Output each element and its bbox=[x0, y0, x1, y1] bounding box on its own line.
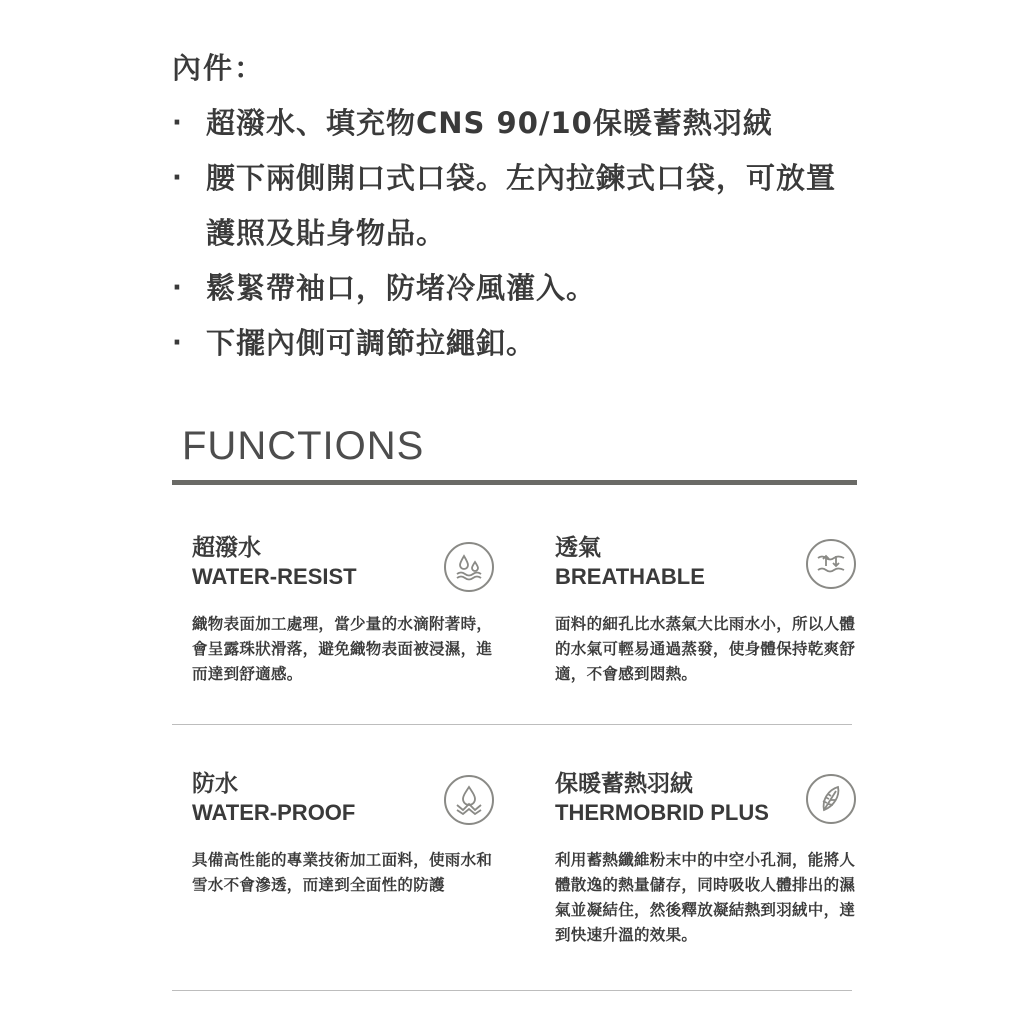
feature-title-zh: 超潑水 bbox=[192, 535, 261, 561]
bullet-dot: · bbox=[172, 328, 183, 358]
feature-title-zh: 防水 bbox=[192, 771, 238, 797]
section-divider bbox=[172, 724, 852, 725]
feature-title-zh: 保暖蓄熱羽絨 bbox=[555, 771, 693, 797]
section-divider bbox=[172, 990, 852, 991]
bullet-text: 腰下兩側開口式口袋。左內拉鍊式口袋，可放置護照及貼身物品。 bbox=[206, 161, 837, 250]
feature-title-en: BREATHABLE bbox=[555, 564, 705, 589]
feature-title-en: WATER-RESIST bbox=[192, 564, 357, 589]
functions-title: FUNCTIONS bbox=[182, 424, 425, 468]
bullet-text: 下擺內側可調節拉繩釦。 bbox=[206, 326, 537, 360]
breathable-arrows-icon bbox=[806, 539, 856, 589]
bullet-item bbox=[172, 151, 872, 261]
bullet-item bbox=[172, 316, 872, 371]
intro-heading: 內件： bbox=[172, 51, 266, 85]
feature-description: 面料的細孔比水蒸氣大比雨水小，所以人體的水氣可輕易通過蒸發，使身體保持乾爽舒適，不會感到悶熱。 bbox=[555, 615, 856, 683]
feature-description: 利用蓄熱纖維粉末中的中空小孔洞，能將人體散逸的熱量儲存，同時吸收人體排出的濕氣並凝結住，然後釋放凝結熱到羽絨中，達到快速升溫的效果。 bbox=[555, 851, 856, 944]
feature-title-zh: 透氣 bbox=[555, 535, 601, 561]
water-drops-icon bbox=[444, 542, 494, 592]
feature-description: 織物表面加工處理，當少量的水滴附著時，會呈露珠狀滑落，避免織物表面被浸濕，進而達到舒適感。 bbox=[192, 615, 493, 683]
feature-title-en: THERMOBRID PLUS bbox=[555, 800, 769, 825]
bullet-dot: · bbox=[172, 108, 183, 138]
bullet-text: 鬆緊帶袖口，防堵冷風灌入。 bbox=[206, 271, 597, 305]
waterproof-drop-icon bbox=[444, 775, 494, 825]
bullet-text: 超潑水、填充物CNS 90/10保暖蓄熱羽絨 bbox=[206, 106, 773, 140]
feature-title-en: WATER-PROOF bbox=[192, 800, 356, 825]
feature-description: 具備高性能的專業技術加工面料，使雨水和雪水不會滲透，而達到全面性的防護 bbox=[192, 851, 493, 894]
bullet-item bbox=[172, 261, 872, 316]
feather-icon bbox=[806, 774, 856, 824]
functions-rule bbox=[172, 480, 857, 485]
bullet-dot: · bbox=[172, 163, 183, 193]
feature-bullet-list bbox=[172, 96, 872, 371]
bullet-dot: · bbox=[172, 273, 183, 303]
bullet-item bbox=[172, 96, 872, 151]
